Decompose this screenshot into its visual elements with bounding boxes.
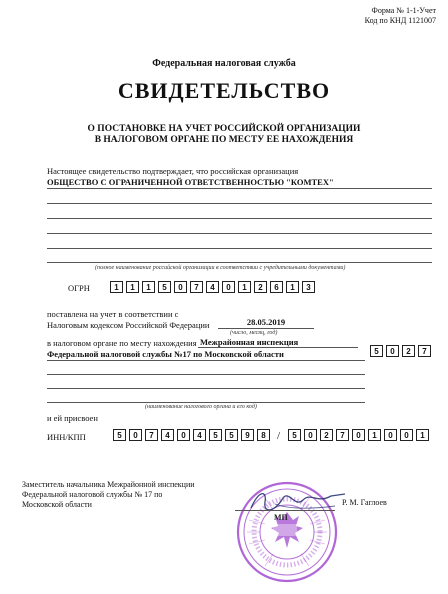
- kpp-digit: 0: [384, 429, 397, 441]
- form-code: [365, 6, 436, 26]
- authority-line-2: [47, 360, 365, 361]
- org-name-line-5: [47, 248, 432, 249]
- inn-digit: 4: [193, 429, 206, 441]
- subtitle-line-2: В НАЛОГОВОМ ОРГАНЕ ПО МЕСТУ ЕЕ НАХОЖДЕНИЯ: [94, 135, 354, 145]
- signer-title-line-1: Заместитель начальника Межрайонной инспекции: [22, 480, 195, 489]
- inn-digit: 7: [145, 429, 158, 441]
- signer-title-line-2: Федеральной налоговой службы № 17 по: [22, 490, 163, 499]
- org-name-caption: (полное наименование российской организации в соответствии с учредительными документами): [95, 265, 346, 271]
- organization-name: ОБЩЕСТВО С ОГРАНИЧЕННОЙ ОТВЕТСТВЕННОСТЬЮ "КОМТЕХ": [47, 177, 334, 187]
- ogrn-digit: 0: [174, 281, 187, 293]
- authority-line-3: [47, 374, 365, 375]
- inn-digit: 8: [257, 429, 270, 441]
- registration-line-2: Налоговым кодексом Российской Федерации: [47, 320, 210, 330]
- org-name-line-6: [47, 262, 432, 263]
- inn-digit: 5: [209, 429, 222, 441]
- signer-name: Р. М. Гаглоев: [342, 498, 387, 507]
- registration-line-3: в налоговом органе по месту нахождения: [47, 338, 197, 348]
- kpp-digit: 0: [400, 429, 413, 441]
- ogrn-digit: 1: [238, 281, 251, 293]
- ogrn-digit: 1: [286, 281, 299, 293]
- kpp-digit: 0: [304, 429, 317, 441]
- inn-digit: 0: [129, 429, 142, 441]
- inn-digit: 4: [161, 429, 174, 441]
- date-caption: (число, месяц, год): [230, 330, 278, 336]
- signer-title-line-3: Московской области: [22, 500, 92, 509]
- kpp-digit: 1: [416, 429, 429, 441]
- org-name-line-3: [47, 218, 432, 219]
- ogrn-digit: 1: [126, 281, 139, 293]
- tax-authority-part-2: Федеральной налоговой службы №17 по Московской области: [47, 349, 284, 359]
- registration-date: 28.05.2019: [246, 317, 286, 327]
- ogrn-digit: 5: [158, 281, 171, 293]
- org-name-line-2: [47, 203, 432, 204]
- subtitle-line-1: О ПОСТАНОВКЕ НА УЧЕТ РОССИЙСКОЙ ОРГАНИЗАЦИИ: [87, 124, 361, 134]
- kpp-digit: 2: [320, 429, 333, 441]
- ogrn-digit: 2: [254, 281, 267, 293]
- intro-text: Настоящее свидетельство подтверждает, что российская организация: [47, 166, 299, 176]
- authority-code-digit: 0: [386, 345, 399, 357]
- org-name-line-1: [47, 188, 432, 189]
- kpp-digit: 1: [368, 429, 381, 441]
- authority-code-digit: 5: [370, 345, 383, 357]
- kpp-digit: 7: [336, 429, 349, 441]
- document-title: СВИДЕТЕЛЬСТВО: [117, 78, 331, 103]
- inn-digit: 5: [225, 429, 238, 441]
- authority-code-boxes: [370, 345, 434, 357]
- ogrn-digit: 4: [206, 281, 219, 293]
- inn-kpp-separator: /: [277, 430, 281, 442]
- ogrn-digit: 6: [270, 281, 283, 293]
- kpp-digit: 0: [352, 429, 365, 441]
- ogrn-label: ОГРН: [68, 283, 90, 293]
- tax-authority-part-1: Межрайонная инспекция: [200, 337, 299, 347]
- date-line: [218, 328, 314, 329]
- inn-digit: 5: [113, 429, 126, 441]
- ogrn-digit: 3: [302, 281, 315, 293]
- assigned-label: и ей присвоен: [47, 413, 98, 423]
- authority-code-digit: 2: [402, 345, 415, 357]
- authority-code-digit: 7: [418, 345, 431, 357]
- knd-code: Код по КНД 1121007: [364, 16, 436, 25]
- ogrn-digit: 0: [222, 281, 235, 293]
- signer-title: [22, 480, 195, 510]
- authority-line-1: [198, 347, 358, 348]
- registration-line-1: поставлена на учет в соответствии с: [47, 309, 179, 319]
- kpp-digit: 5: [288, 429, 301, 441]
- authority-line-5: [47, 402, 365, 403]
- ogrn-digit: 7: [190, 281, 203, 293]
- signature-mark: [245, 486, 355, 516]
- agency-name: Федеральная налоговая служба: [152, 58, 296, 69]
- inn-kpp-label: ИНН/КПП: [47, 432, 86, 442]
- form-number: Форма № 1-1-Учет: [371, 6, 436, 15]
- kpp-boxes: [288, 429, 432, 441]
- signature-line: [235, 510, 335, 511]
- stamp-label: МП: [274, 513, 288, 522]
- ogrn-digit: 1: [142, 281, 155, 293]
- authority-line-4: [47, 388, 365, 389]
- document-subtitle: [0, 124, 448, 146]
- authority-caption: (наименование налогового органа и его код): [145, 404, 257, 410]
- inn-digit: 0: [177, 429, 190, 441]
- inn-boxes: [113, 429, 273, 441]
- ogrn-boxes: [110, 281, 318, 293]
- inn-digit: 9: [241, 429, 254, 441]
- ogrn-digit: 1: [110, 281, 123, 293]
- org-name-line-4: [47, 233, 432, 234]
